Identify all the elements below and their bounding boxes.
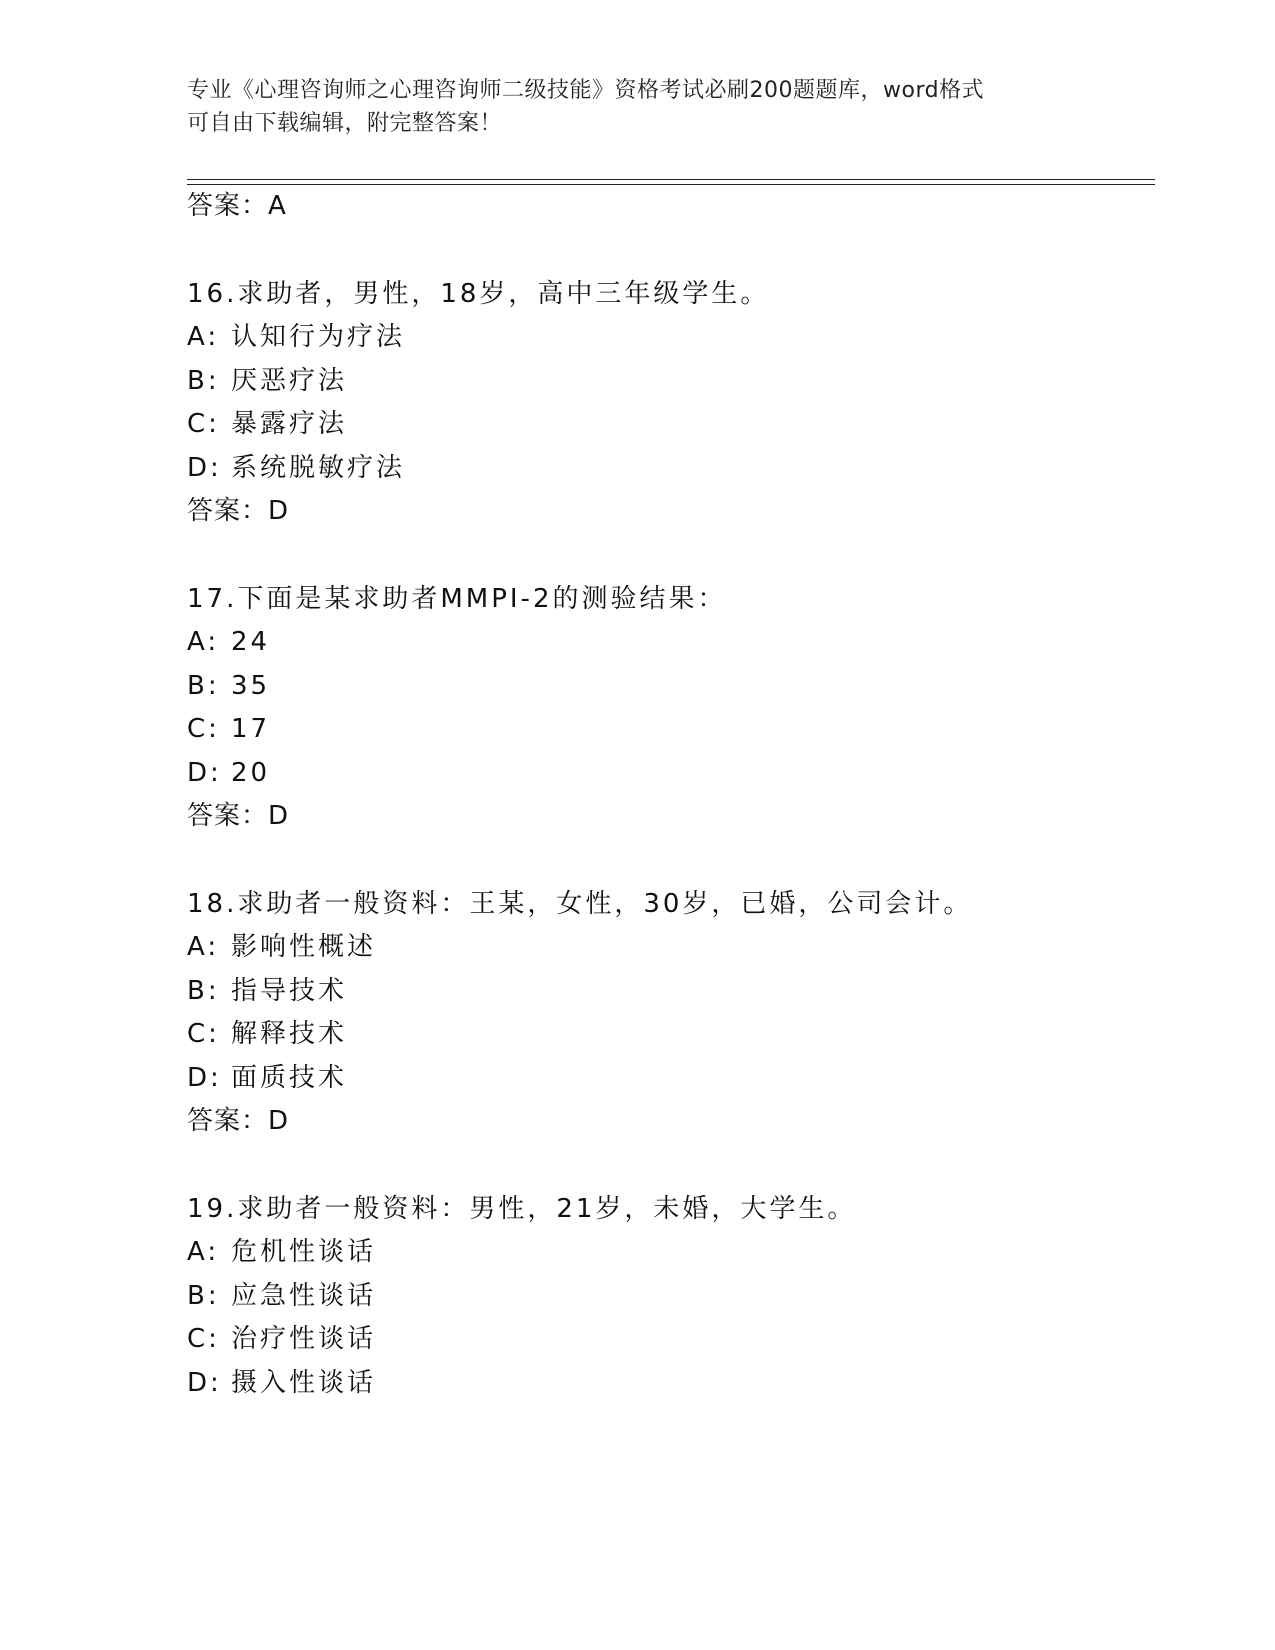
- option-b: [187, 973, 347, 1009]
- option-b: [187, 668, 270, 704]
- option-text: 17: [231, 714, 271, 744]
- header-divider-top: [187, 179, 1155, 180]
- option-text: 厌恶疗法: [231, 366, 348, 396]
- option-text: 危机性谈话: [231, 1237, 377, 1267]
- option-text: 24: [231, 627, 271, 657]
- option-a: [187, 929, 376, 965]
- header-line-1: 专业《心理咨询师之心理咨询师二级技能》资格考试必刷200题题库，word格式: [187, 78, 985, 103]
- option-b: [187, 1278, 376, 1314]
- option-text: 面质技术: [231, 1063, 348, 1093]
- option-text: 摄入性谈话: [231, 1368, 377, 1398]
- previous-answer: 答案：A: [187, 191, 287, 221]
- option-label: A:: [187, 627, 220, 657]
- option-d: [187, 1365, 376, 1401]
- option-label: B:: [187, 671, 220, 701]
- option-text: 解释技术: [231, 1019, 348, 1049]
- option-label: C:: [187, 409, 220, 439]
- option-label: A:: [187, 1237, 220, 1267]
- option-label: C:: [187, 1324, 220, 1354]
- option-label: D:: [187, 758, 222, 788]
- option-text: 暴露疗法: [231, 409, 348, 439]
- header-line-2: 可自由下载编辑，附完整答案！: [187, 111, 503, 136]
- option-label: B:: [187, 976, 220, 1006]
- question-stem: 19.求助者一般资料：男性，21岁，未婚，大学生。: [187, 1194, 857, 1224]
- option-text: 影响性概述: [231, 932, 377, 962]
- option-d: [187, 1060, 347, 1096]
- option-b: [187, 363, 347, 399]
- option-d: [187, 450, 405, 486]
- answer: 答案：D: [187, 1106, 290, 1136]
- option-label: D:: [187, 1063, 222, 1093]
- option-label: A:: [187, 322, 220, 352]
- option-label: A:: [187, 932, 220, 962]
- option-label: C:: [187, 714, 220, 744]
- option-label: B:: [187, 366, 220, 396]
- option-label: C:: [187, 1019, 220, 1049]
- option-a: [187, 1234, 376, 1270]
- option-label: D:: [187, 1368, 222, 1398]
- option-c: [187, 406, 347, 442]
- answer: 答案：D: [187, 801, 290, 831]
- option-text: 35: [231, 671, 271, 701]
- option-a: [187, 624, 270, 660]
- question-stem: 16.求助者，男性，18岁，高中三年级学生。: [187, 279, 770, 309]
- option-label: D:: [187, 453, 222, 483]
- option-d: [187, 755, 270, 791]
- option-c: [187, 1016, 347, 1052]
- option-text: 指导技术: [231, 976, 348, 1006]
- header-divider-bottom: [187, 184, 1155, 185]
- option-text: 系统脱敏疗法: [231, 453, 406, 483]
- option-text: 治疗性谈话: [231, 1324, 377, 1354]
- question-stem: 17.下面是某求助者MMPI-2的测验结果：: [187, 584, 727, 614]
- option-c: [187, 1321, 376, 1357]
- option-text: 20: [231, 758, 271, 788]
- option-label: B:: [187, 1281, 220, 1311]
- option-text: 认知行为疗法: [231, 322, 406, 352]
- question-stem: 18.求助者一般资料：王某，女性，30岁，已婚，公司会计。: [187, 889, 973, 919]
- option-c: [187, 711, 270, 747]
- answer: 答案：D: [187, 496, 290, 526]
- option-text: 应急性谈话: [231, 1281, 377, 1311]
- option-a: [187, 319, 405, 355]
